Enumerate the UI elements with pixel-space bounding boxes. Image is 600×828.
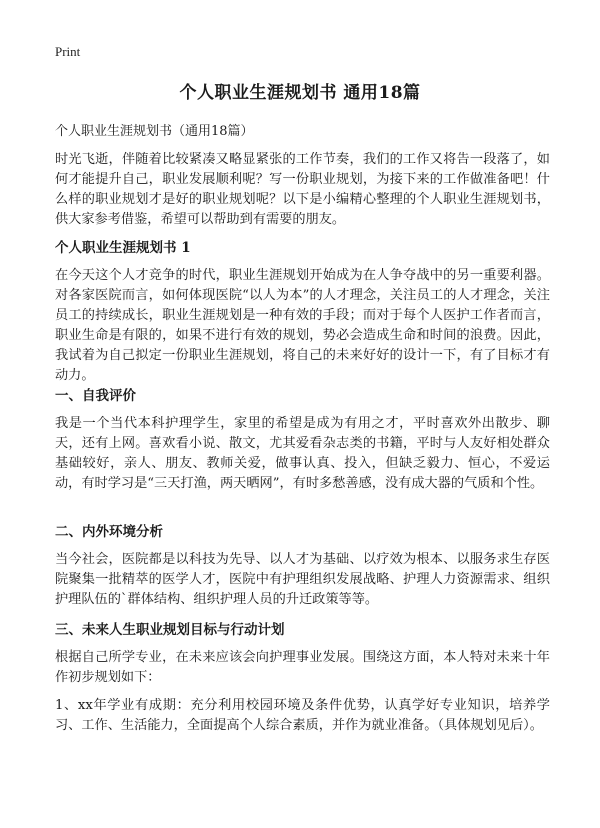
intro-paragraph: 时光飞逝，伴随着比较紧凑又略显紧张的工作节奏，我们的工作又将告一段落了，如何才能提升自己，职业发展顺利呢？写一份职业规划，为接下来的工作做准备吧！什么样的职业规划才是好的职业规划呢？以下是小编精心整理的个人职业生涯规划书，供大家参考借鉴，希望可以帮助到有需要的朋友。	[55, 152, 550, 227]
self-evaluation-paragraph: 我是一个当代本科护理学生，家里的希望是成为有用之才，平时喜欢外出散步、聊天，还有上网。喜欢看小说、散文，尤其爱看杂志类的书籍，平时与人友好相处群众基础较好，亲人、朋友、教师关爱，做事认真、投入，但缺乏毅力、恒心，不爱运动，有时学习是“三天打渔，两天晒网”，有时多愁善感，没有成大器的气质和个性。	[55, 416, 550, 491]
section-heading-part1: 个人职业生涯规划书 1	[55, 240, 191, 256]
section-heading-environment-analysis: 二、内外环境分析	[55, 524, 163, 540]
career-plan-paragraph: 根据自己所学专业，在未来应该会向护理事业发展。围绕这方面，本人特对未来十年作初步规划如下：	[55, 650, 550, 685]
plan-item-paragraph: 1、xx年学业有成期：充分利用校园环境及条件优势，认真学好专业知识，培养学习、工作、生活能力，全面提高个人综合素质，并作为就业准备。（具体规划见后）。	[55, 698, 550, 733]
document-title: 个人职业生涯规划书 通用18篇	[179, 83, 421, 103]
section-heading-career-plan: 三、未来人生职业规划目标与行动计划	[55, 622, 285, 638]
document-subtitle: 个人职业生涯规划书（通用18篇）	[55, 124, 254, 139]
print-link[interactable]: Print	[55, 44, 81, 59]
environment-analysis-paragraph: 当今社会，医院都是以科技为先导、以人才为基础、以疗效为根本、以服务求生存医院聚集一批精萃的医学人才，医院中有护理组织发展战略、护理人力资源需求、组织护理队伍的`群体结构、组织护理人员的升迁政策等等。	[55, 552, 550, 607]
part1-paragraph: 在今天这个人才竞争的时代，职业生涯规划开始成为在人争夺战中的另一重要利器。对各家医院而言，如何体现医院“以人为本”的人才理念，关注员工的人才理念，关注员工的持续成长，职业生涯规划是一种有效的手段；而对于每个人医护工作者而言，职业生命是有限的，如果不进行有效的规划，势必会造成生命和时间的浪费。因此，我试着为自己拟定一份职业生涯规划，将自己的未来好好的设计一下，有了目标才有动力。	[55, 268, 550, 383]
section-heading-self-evaluation: 一、自我评价	[55, 388, 136, 404]
